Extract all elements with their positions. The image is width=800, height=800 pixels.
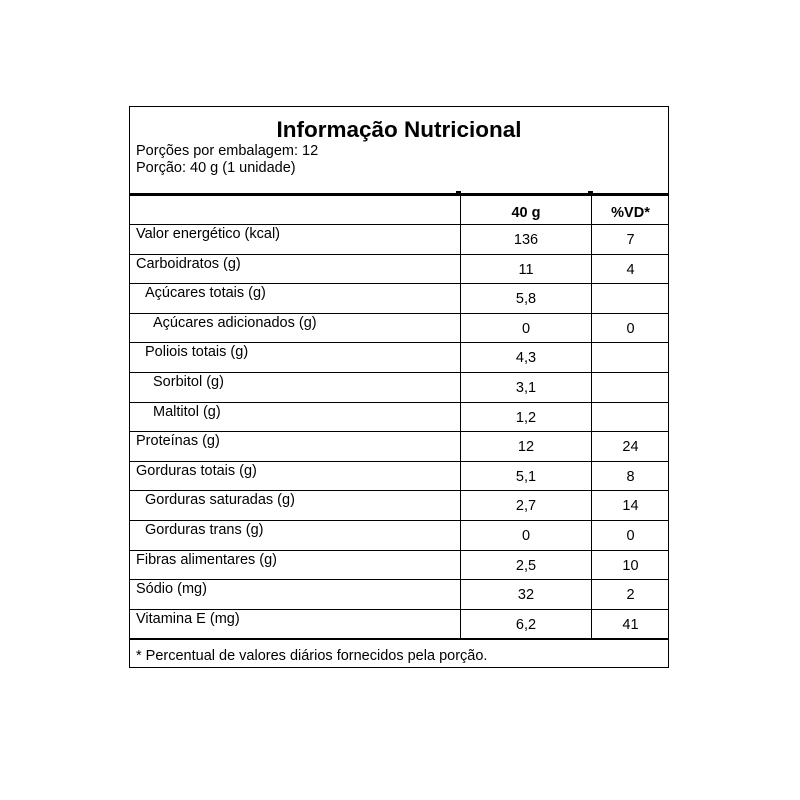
nutrient-amount: 32 [517, 587, 535, 603]
nutrient-name: Açúcares totais (g) [145, 285, 266, 301]
nutrient-amount: 0 [521, 321, 531, 337]
nutrient-amount: 136 [513, 232, 539, 248]
nutrient-dv: 24 [622, 439, 639, 455]
nutrient-amount: 11 [518, 262, 534, 278]
nutrient-name: Gorduras saturadas (g) [145, 492, 295, 508]
nutrient-dv: 8 [626, 469, 635, 485]
nutrient-name: Proteínas (g) [136, 433, 220, 449]
nutrient-name: Sódio (mg) [136, 581, 207, 597]
row-divider [130, 224, 668, 225]
nutrient-amount: 5,8 [515, 291, 537, 307]
serving-size: Porção: 40 g (1 unidade) [136, 160, 296, 176]
row-divider [130, 342, 668, 343]
nutrient-dv: 14 [622, 498, 639, 514]
row-divider [130, 490, 668, 491]
nutrient-amount: 1,2 [515, 410, 537, 426]
table-title: Informação Nutricional [276, 117, 522, 142]
nutrient-name: Fibras alimentares (g) [136, 552, 278, 568]
nutrient-name: Carboidratos (g) [136, 256, 241, 272]
nutrient-dv: 41 [622, 617, 639, 633]
nutrient-dv: 2 [626, 587, 635, 603]
footnote: * Percentual de valores diários fornecidos pela porção. [136, 648, 488, 664]
nutrient-amount: 6,2 [515, 617, 537, 633]
row-divider [130, 402, 668, 403]
row-divider [130, 609, 668, 610]
nutrient-amount: 0 [521, 528, 531, 544]
nutrient-amount: 4,3 [515, 350, 537, 366]
header-dv: %VD* [611, 205, 650, 221]
row-divider [130, 431, 668, 432]
row-divider [130, 313, 668, 314]
nutrient-dv: 0 [626, 528, 635, 544]
nutrient-dv: 7 [626, 232, 635, 248]
row-divider [130, 461, 668, 462]
nutrient-name: Gorduras trans (g) [145, 522, 264, 538]
nutrient-amount: 5,1 [515, 469, 537, 485]
nutrient-amount: 2,5 [515, 558, 537, 574]
row-divider [130, 372, 668, 373]
nutrient-name: Poliois totais (g) [145, 344, 249, 360]
nutrient-amount: 3,1 [515, 380, 537, 396]
nutrition-facts-table [129, 106, 669, 668]
row-divider [130, 579, 668, 580]
nutrient-name: Maltitol (g) [153, 404, 221, 420]
nutrient-amount: 2,7 [515, 498, 537, 514]
nutrient-dv: 10 [622, 558, 639, 574]
nutrient-name: Gorduras totais (g) [136, 463, 257, 479]
nutrient-dv: 4 [626, 262, 635, 278]
nutrient-name: Valor energético (kcal) [136, 226, 280, 242]
row-divider [130, 254, 668, 255]
row-divider [130, 520, 668, 521]
nutrient-name: Açúcares adicionados (g) [153, 315, 317, 331]
servings-per-package: Porções por embalagem: 12 [136, 143, 319, 159]
header-amount: 40 g [511, 205, 541, 221]
nutrient-dv: 0 [626, 321, 635, 337]
nutrient-name: Vitamina E (mg) [136, 611, 240, 627]
nutrient-amount: 12 [517, 439, 535, 455]
row-divider [130, 283, 668, 284]
nutrient-name: Sorbitol (g) [153, 374, 224, 390]
footer-divider [130, 638, 668, 640]
row-divider [130, 550, 668, 551]
